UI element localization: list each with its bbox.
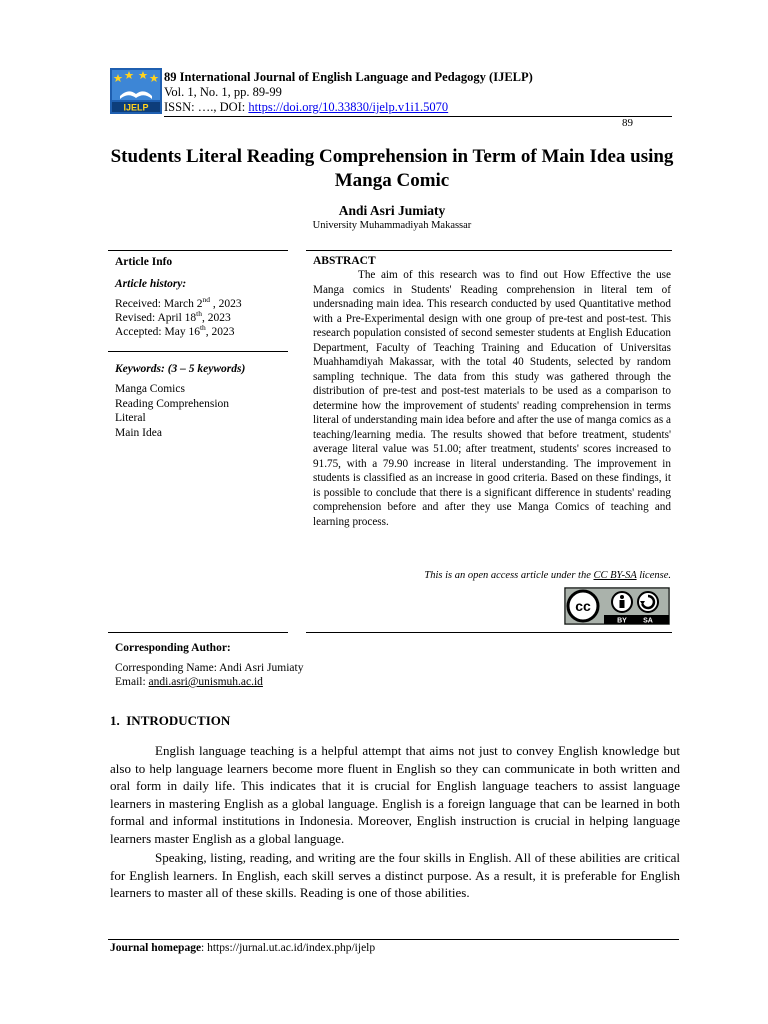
abstract-text: The aim of this research was to find out How Effective the use Manga comics in Students' Reading comprehension in literal tem of undersnading main idea. This research conducted by used Quantitative method with a Pre-Experimental design with one group of pre-test and post-test. This research population consisted of second semester students at English Education Department, Faculty of Teaching Training and Education of Universitas Muahhamdiyah Makassar, with the total 40 Students, selected by random sampling technique. The data from this study was gathered through the distribution of pre-test and post-test materials to be used as a comparison to determine how the improvement of students' reading comprehension in terms literal of understanding main idea before and after the use of manga comics as a teaching/learning media. The results showed that before treatment, students' average literal value was 51.00; after treatment, students' scores increased to 91.75, with a 79.90 increase in literal understanding. The improvement in students is classified as an increase in good criteria. Based on these findings, it is possible to conclude that there is a significant difference in students' reading comprehension before and after they use Manga Comics of teaching and learning process.	[313, 269, 671, 528]
svg-text:SA: SA	[643, 617, 653, 625]
keywords-rule	[108, 351, 288, 352]
revised-date: Revised: April 18th, 2023	[115, 309, 231, 324]
doi-link[interactable]: https://doi.org/10.33830/ijelp.v1i1.5070	[248, 100, 449, 114]
received-date: Received: March 2nd , 2023	[115, 295, 242, 310]
email-link[interactable]: andi.asri@unismuh.ac.id	[148, 676, 263, 688]
corresponding-author-label: Corresponding Author:	[115, 642, 231, 654]
abstract-bottom-rule	[306, 632, 672, 633]
footer-rule	[108, 939, 679, 940]
corresponding-name: Corresponding Name: Andi Asri Jumiaty	[115, 662, 304, 674]
keyword-item: Literal	[115, 412, 146, 424]
intro-paragraph: Speaking, listing, reading, and writing are the four skills in English. All of these abilities are critical for English learners. In English, each skill serves a distinct purpose. As a result, it is preferable for English learners to master all of these skills. Reading is one of those abilities.	[110, 850, 680, 901]
svg-text:BY: BY	[617, 617, 627, 625]
abstract-label: ABSTRACT	[313, 255, 376, 267]
intro-paragraph: English language teaching is a helpful attempt that aims not just to convey English knowledge but also to help language learners become more fluent in English so they can communicate in both written and oral form in daily life. This indicates that it is crucial for English language teachers to assist language learners in mastering English as a global language. English is a foreign language that can be learned in both formal and informal institutions in Indonesia. Moreover, English instruction is crucial in helping language learners master English as a global language.	[110, 743, 680, 846]
journal-volume: Vol. 1, No. 1, pp. 89-99	[164, 85, 282, 99]
journal-name: 89 International Journal of English Language and Pedagogy (IJELP)	[164, 70, 533, 84]
article-info-rule	[108, 250, 288, 251]
license-link[interactable]: CC BY-SA	[593, 570, 637, 581]
article-info-label: Article Info	[115, 256, 173, 268]
keyword-item: Manga Comics	[115, 383, 185, 395]
page-number: 89	[622, 117, 633, 129]
journal-homepage: Journal homepage: https://jurnal.ut.ac.id/index.php/ijelp	[110, 942, 376, 954]
journal-logo	[110, 68, 162, 114]
keywords-list	[115, 382, 229, 440]
paper-title: Students Literal Reading Comprehension in Term of Main Idea using Manga Comic	[110, 146, 674, 191]
journal-issn	[164, 100, 448, 115]
cc-by-sa-badge-icon[interactable]	[564, 587, 670, 625]
author-affiliation: University Muhammadiyah Makassar	[312, 220, 472, 231]
keywords-label: Keywords: (3 – 5 keywords)	[115, 363, 246, 375]
accepted-date: Accepted: May 16th, 2023	[115, 323, 235, 338]
open-access-note: This is an open access article under the CC BY-SA license.	[424, 570, 671, 581]
keyword-item: Main Idea	[115, 426, 162, 439]
svg-text:IJELP: IJELP	[123, 102, 149, 113]
svg-text:cc: cc	[575, 598, 591, 614]
author-name: Andi Asri Jumiaty	[338, 203, 446, 218]
issn-label: ISSN: …., DOI:	[164, 100, 249, 114]
article-history-label: Article history:	[115, 278, 187, 290]
corresponding-email: Email: andi.asri@unismuh.ac.id	[115, 676, 263, 688]
info-bottom-rule	[108, 632, 288, 633]
abstract-rule	[306, 250, 672, 251]
header-rule	[164, 116, 672, 117]
keyword-item: Reading Comprehension	[115, 397, 230, 410]
section-heading-introduction: 1. INTRODUCTION	[110, 713, 231, 728]
